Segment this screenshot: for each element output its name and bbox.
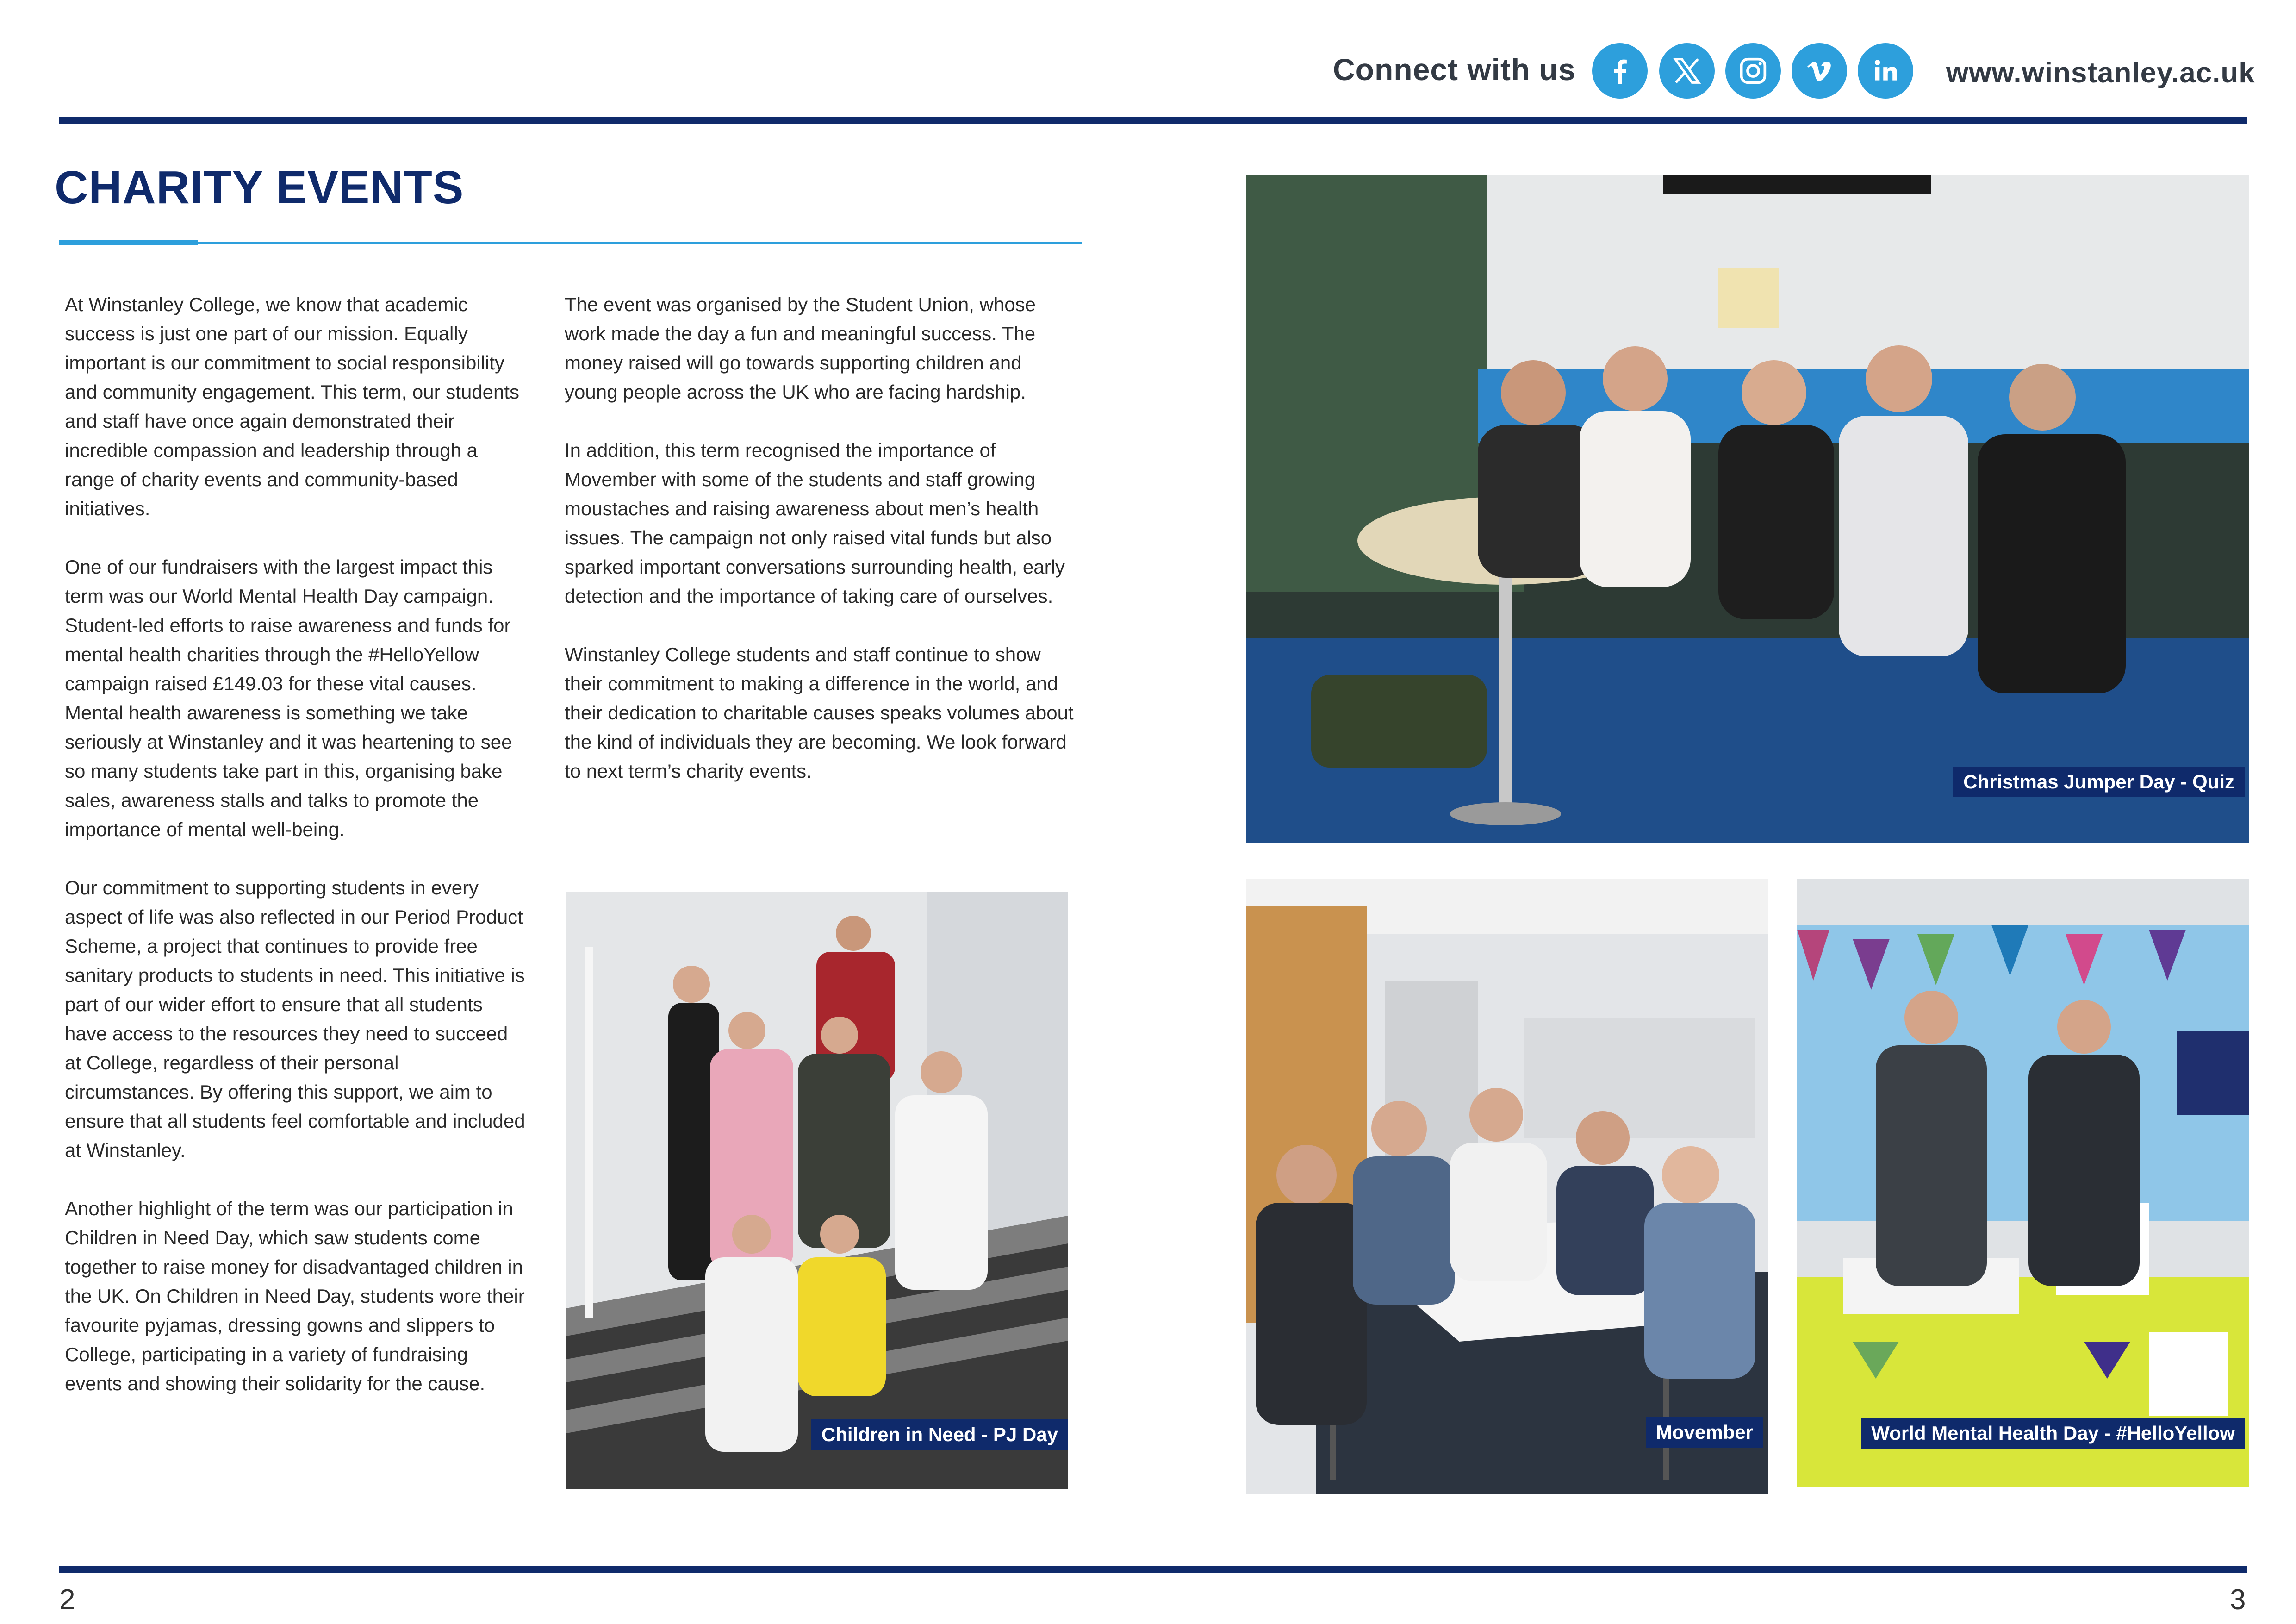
connect-label: Connect with us [1333, 52, 1576, 87]
paragraph: Our commitment to supporting students in every aspect of life was also reflected in our Period Product Scheme, a project that continues to provide free sanitary products to students in need. This initiative is part of our wider effort to ensure that all students have access to the resources they need to succeed at College, regardless of their personal circumstances. By offering this support, we aim to ensure that all students feel comfortable and included at Winstanley. [65, 877, 525, 1161]
page-number-right: 3 [2230, 1584, 2246, 1616]
x-icon[interactable] [1659, 43, 1715, 99]
header-divider [59, 117, 2247, 124]
photo-caption: Christmas Jumper Day - Quiz [1953, 767, 2245, 797]
text-column-left [65, 290, 528, 1427]
paragraph: Winstanley College students and staff continue to show their commitment to making a difference in the world, and their dedication to charitable causes speaks volumes about the kind of individuals they are becoming. We look forward to next term’s charity events. [565, 643, 1074, 782]
website-link[interactable]: www.winstanley.ac.uk [1946, 57, 2255, 89]
paragraph: In addition, this term recognised the importance of Movember with some of the students and staff growing moustaches and raising awareness about men’s health issues. The campaign not only raised vital funds but also sparked important conversations surrounding health, early detection and the importance of taking care of ourselves. [565, 439, 1065, 607]
photo-caption: Children in Need - PJ Day [811, 1419, 1068, 1450]
paragraph: The event was organised by the Student Union, whose work made the day a fun and meaningful success. The money raised will go towards supporting children and young people across the UK who are facing hardship. [565, 294, 1036, 403]
photo-caption: World Mental Health Day - #HelloYellow [1861, 1418, 2245, 1449]
facebook-icon[interactable] [1592, 43, 1648, 99]
photo-caption: Movember [1646, 1417, 1763, 1448]
page-number-left: 2 [59, 1584, 75, 1616]
instagram-icon[interactable] [1725, 43, 1781, 99]
text-column-middle [565, 290, 1078, 815]
photo-world-mental-health-day [1797, 879, 2249, 1487]
title-underline [59, 242, 1082, 244]
title-underline-accent [59, 240, 198, 245]
photo-children-in-need-pj-day [566, 892, 1068, 1489]
linkedin-icon[interactable] [1858, 43, 1913, 99]
vimeo-icon[interactable] [1792, 43, 1847, 99]
photo-movember [1246, 879, 1768, 1494]
photo-christmas-jumper-day [1246, 175, 2249, 843]
page-title: CHARITY EVENTS [55, 162, 464, 213]
footer-divider [59, 1566, 2247, 1573]
paragraph: Another highlight of the term was our participation in Children in Need Day, which saw students come together to raise money for disadvantaged children in the UK. On Children in Need Day, students wore their favourite pyjamas, dressing gowns and slippers to College, participating in a variety of fundraising events and showing their solidarity for the cause. [65, 1198, 525, 1394]
paragraph: One of our fundraisers with the largest impact this term was our World Mental Health Day campaign. Student-led efforts to raise awareness and funds for mental health charities through the #HelloYellow campaign raised £149.03 for these vital causes. Mental health awareness is something we take seriously at Winstanley and it was heartening to see so many students take part in this, organising bake sales, awareness stalls and talks to promote the importance of mental well-being. [65, 556, 512, 840]
paragraph: At Winstanley College, we know that academic success is just one part of our mission. Equally important is our commitment to social responsibility and community engagement. This term, our students and staff have once again demonstrated their incredible compassion and leadership through a range of charity events and community-based initiatives. [65, 294, 520, 519]
